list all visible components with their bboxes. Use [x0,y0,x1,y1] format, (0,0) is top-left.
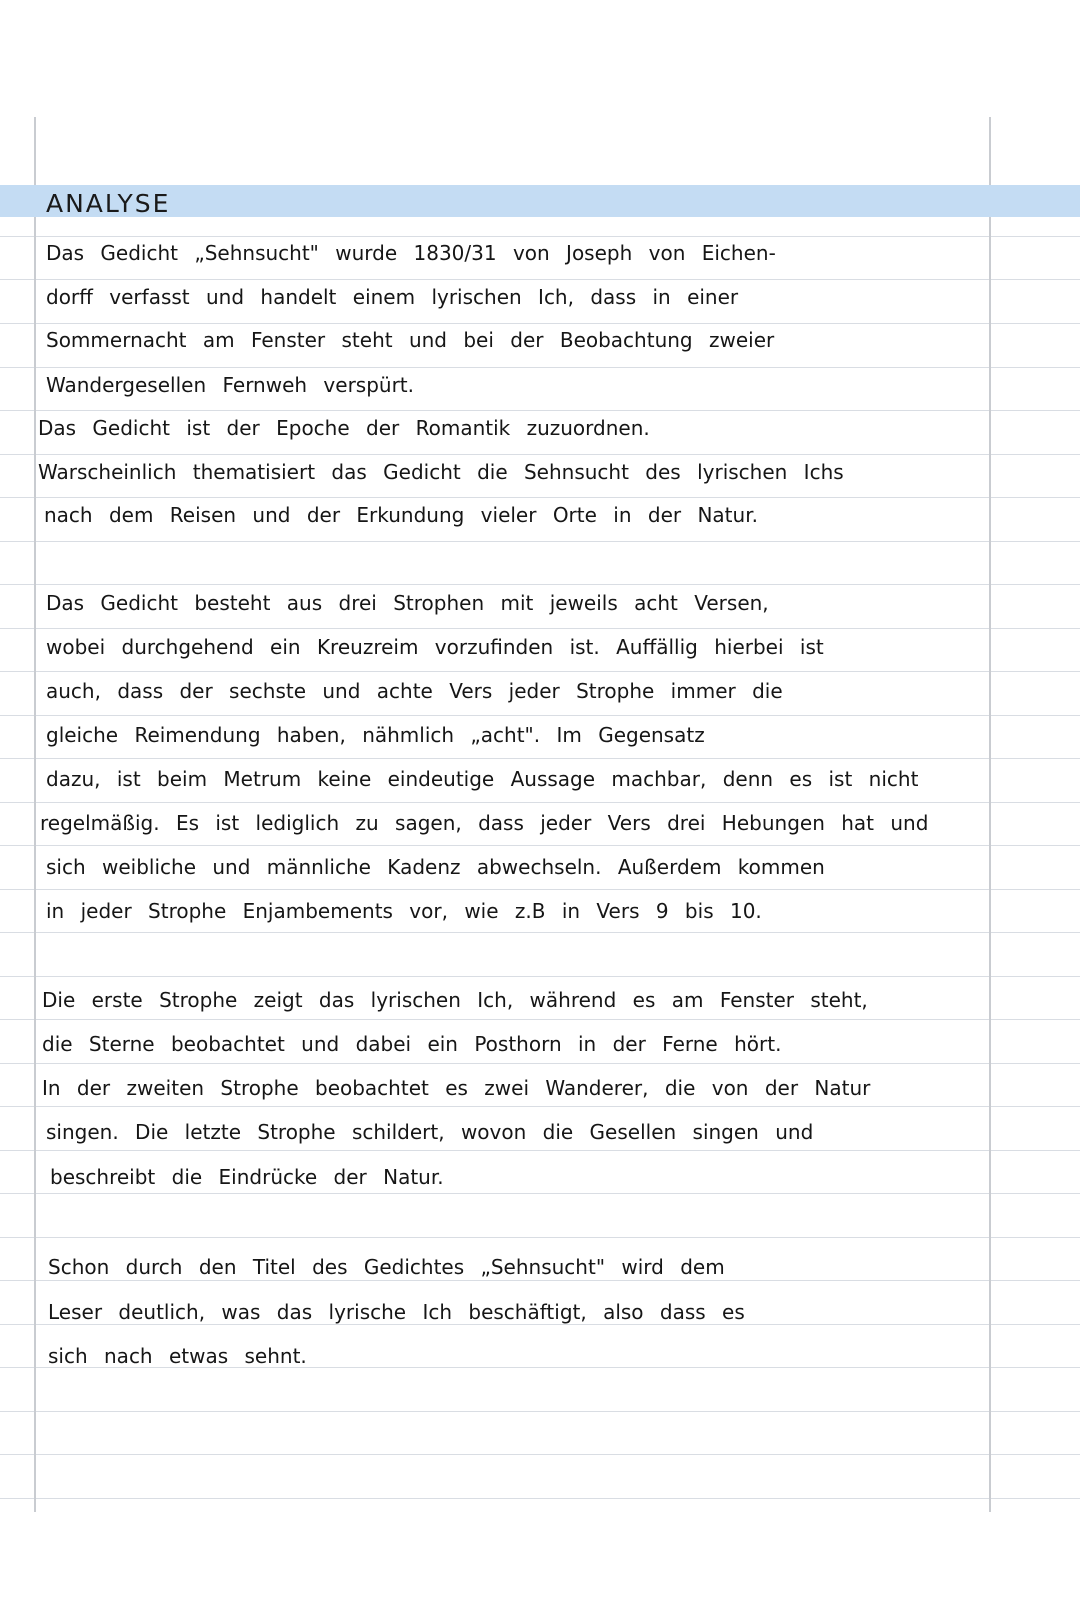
ruled-line [0,1498,1080,1499]
right-margin-line [989,117,991,1512]
ruled-line [0,367,1080,368]
ruled-line [0,1193,1080,1194]
text-line: gleiche Reimendung haben, nähmlich „acht". Im Gegensatz [46,723,705,747]
text-line: sich weibliche und männliche Kadenz abwechseln. Außerdem kommen [46,855,825,879]
ruled-line [0,279,1080,280]
ruled-line [0,410,1080,411]
text-line: In der zweiten Strophe beobachtet es zwei Wanderer, die von der Natur [42,1076,871,1100]
ruled-line [0,976,1080,977]
ruled-line [0,323,1080,324]
ruled-line [0,758,1080,759]
text-line: Schon durch den Titel des Gedichtes „Sehnsucht" wird dem [48,1255,725,1279]
left-margin-line [34,117,36,1512]
text-line: Sommernacht am Fenster steht und bei der Beobachtung zweier [46,328,775,352]
text-line: Das Gedicht „Sehnsucht" wurde 1830/31 von Joseph von Eichen- [46,241,776,265]
ruled-line [0,497,1080,498]
ruled-line [0,845,1080,846]
text-line: beschreibt die Eindrücke der Natur. [50,1165,444,1189]
text-line: Leser deutlich, was das lyrische Ich beschäftigt, also dass es [48,1300,745,1324]
page-title: ANALYSE [46,189,171,218]
text-line: Die erste Strophe zeigt das lyrischen Ich, während es am Fenster steht, [42,988,868,1012]
ruled-line [0,236,1080,237]
text-line: Das Gedicht ist der Epoche der Romantik zuzuordnen. [38,416,650,440]
text-line: sich nach etwas sehnt. [48,1344,307,1368]
ruled-line [0,802,1080,803]
ruled-line [0,541,1080,542]
text-line: nach dem Reisen und der Erkundung vieler Orte in der Natur. [44,503,758,527]
ruled-line [0,1150,1080,1151]
text-line: Warscheinlich thematisiert das Gedicht die Sehnsucht des lyrischen Ichs [38,460,844,484]
text-line: die Sterne beobachtet und dabei ein Posthorn in der Ferne hört. [42,1032,782,1056]
ruled-line [0,671,1080,672]
ruled-line [0,715,1080,716]
text-line: singen. Die letzte Strophe schildert, wovon die Gesellen singen und [46,1120,814,1144]
ruled-line [0,584,1080,585]
ruled-line [0,1019,1080,1020]
ruled-line [0,628,1080,629]
ruled-line [0,889,1080,890]
text-line: Wandergesellen Fernweh verspürt. [46,373,415,397]
text-line: dorff verfasst und handelt einem lyrischen Ich, dass in einer [46,285,739,309]
text-line: wobei durchgehend ein Kreuzreim vorzufinden ist. Auffällig hierbei ist [46,635,824,659]
text-line: dazu, ist beim Metrum keine eindeutige Aussage machbar, denn es ist nicht [46,767,919,791]
ruled-line [0,1106,1080,1107]
ruled-line [0,1063,1080,1064]
text-line: Das Gedicht besteht aus drei Strophen mit jeweils acht Versen, [46,591,769,615]
ruled-line [0,1411,1080,1412]
text-line: regelmäßig. Es ist lediglich zu sagen, dass jeder Vers drei Hebungen hat und [40,811,929,835]
ruled-line [0,454,1080,455]
text-line: auch, dass der sechste und achte Vers jeder Strophe immer die [46,679,783,703]
ruled-line [0,1454,1080,1455]
ruled-line [0,1237,1080,1238]
text-line: in jeder Strophe Enjambements vor, wie z.B in Vers 9 bis 10. [46,899,762,923]
ruled-line [0,932,1080,933]
